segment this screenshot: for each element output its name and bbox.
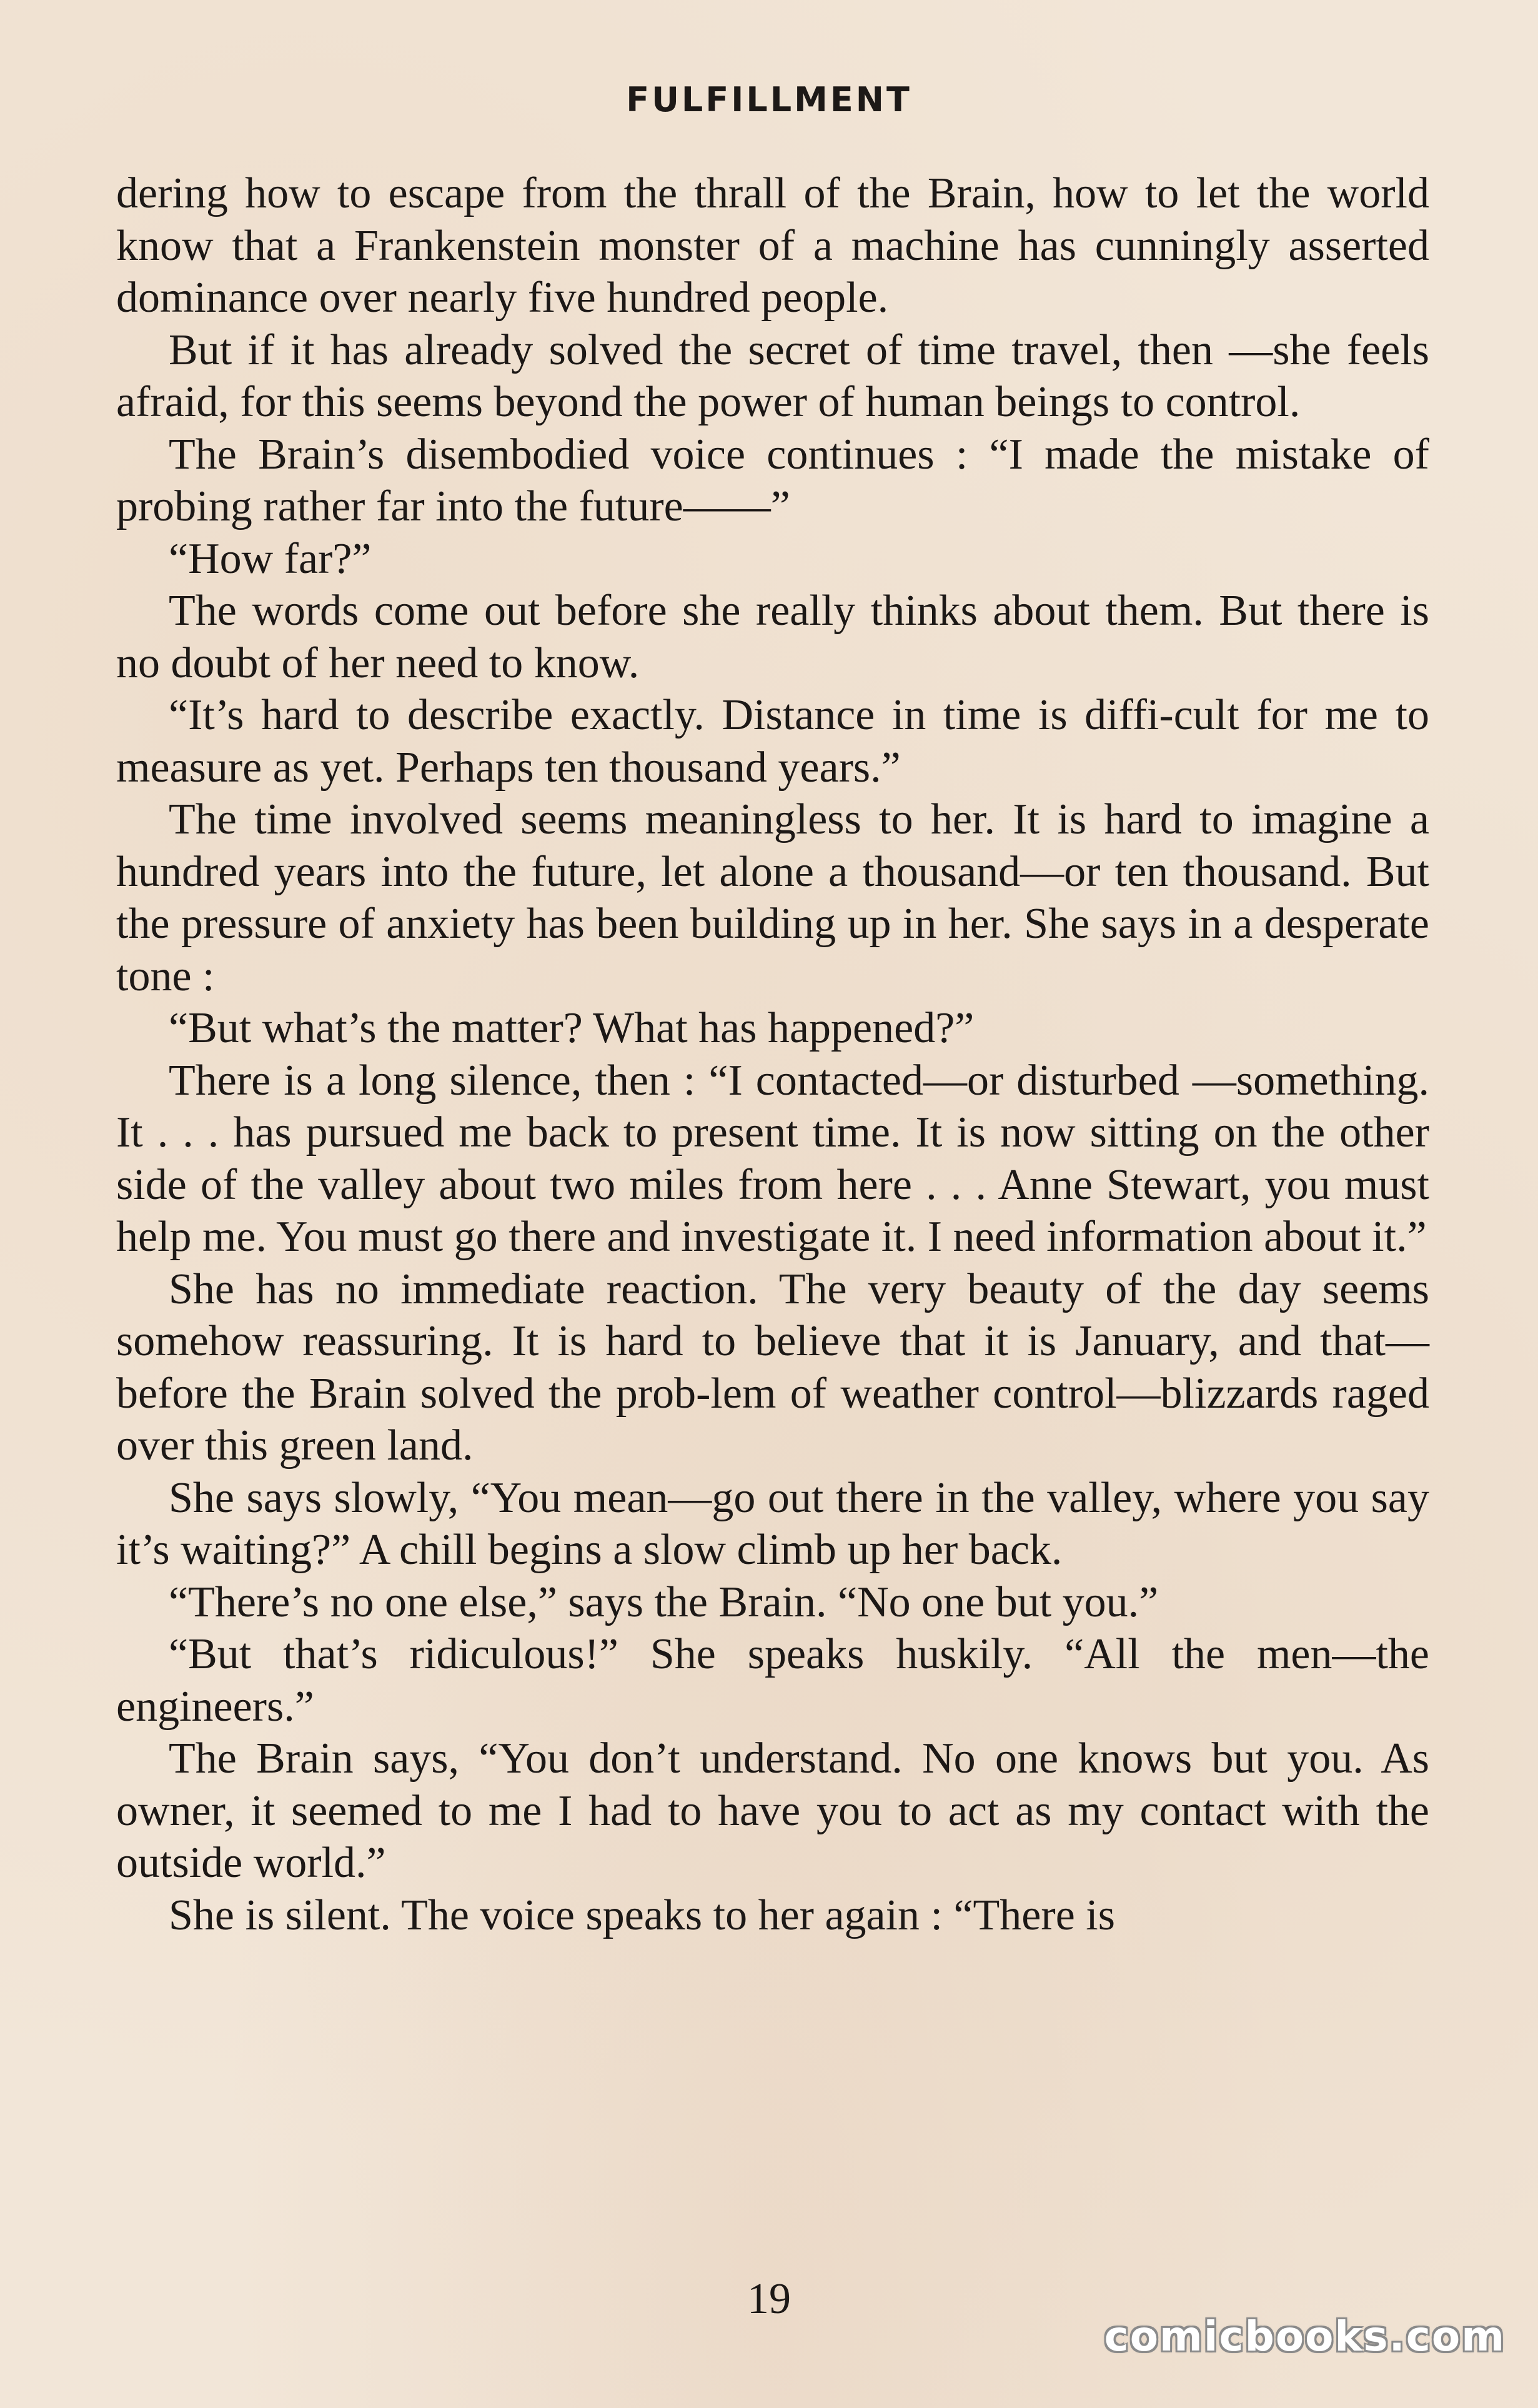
paragraph: But if it has already solved the secret of time travel, then —she feels afraid, for this seems beyond the power of human beings to control. xyxy=(116,326,1429,426)
running-head: FULFILLMENT xyxy=(626,80,912,119)
paragraph: The time involved seems meaningless to her. It is hard to imagine a hundred years into the future, let alone a thousand—or ten thousand. But the pressure of anxiety has been building up in her. She says in a desperate tone : xyxy=(116,795,1429,1000)
paragraph: She has no immediate reaction. The very beauty of the day seems somehow reassuring. It is hard to believe that it is January, and that—before the Brain solved the prob-lem of weather control—blizzards raged over this green land. xyxy=(116,1265,1429,1470)
paragraph: dering how to escape from the thrall of the Brain, how to let the world know that a Frankenstein monster of a machine has cunningly asserted dominance over nearly five hundred people. xyxy=(116,169,1429,322)
watermark: comicbooks.com xyxy=(1104,2312,1506,2361)
paragraph: She is silent. The voice speaks to her again : “There is xyxy=(169,1891,1115,1939)
paragraph: She says slowly, “You mean—go out there in the valley, where you say it’s waiting?” A chill begins a slow climb up her back. xyxy=(116,1473,1429,1574)
page-number: 19 xyxy=(747,2275,791,2323)
paragraph: There is a long silence, then : “I contacted—or disturbed —something. It . . . has pursued me back to present time. It is now sitting on the other side of the valley about two miles from here . . . Anne Stewart, you must help me. You must go there and investigate it. I need information about it.” xyxy=(116,1056,1429,1261)
paragraph: The Brain’s disembodied voice continues : “I made the mistake of probing rather far into the future——” xyxy=(116,430,1429,530)
paragraph: “But what’s the matter? What has happened?” xyxy=(169,1004,975,1052)
paragraph: The words come out before she really thinks about them. But there is no doubt of her need to know. xyxy=(116,587,1429,687)
paragraph: “It’s hard to describe exactly. Distance in time is diffi-cult for me to measure as yet. Perhaps ten thousand years.” xyxy=(116,691,1429,792)
paragraph: “How far?” xyxy=(169,534,372,583)
body-text xyxy=(116,167,1429,1941)
paragraph: The Brain says, “You don’t understand. No one knows but you. As owner, it seemed to me I had to have you to act as my contact with the outside world.” xyxy=(116,1734,1429,1887)
paragraph: “But that’s ridiculous!” She speaks huskily. “All the men—the engineers.” xyxy=(116,1630,1429,1731)
paragraph: “There’s no one else,” says the Brain. “No one but you.” xyxy=(169,1578,1159,1626)
